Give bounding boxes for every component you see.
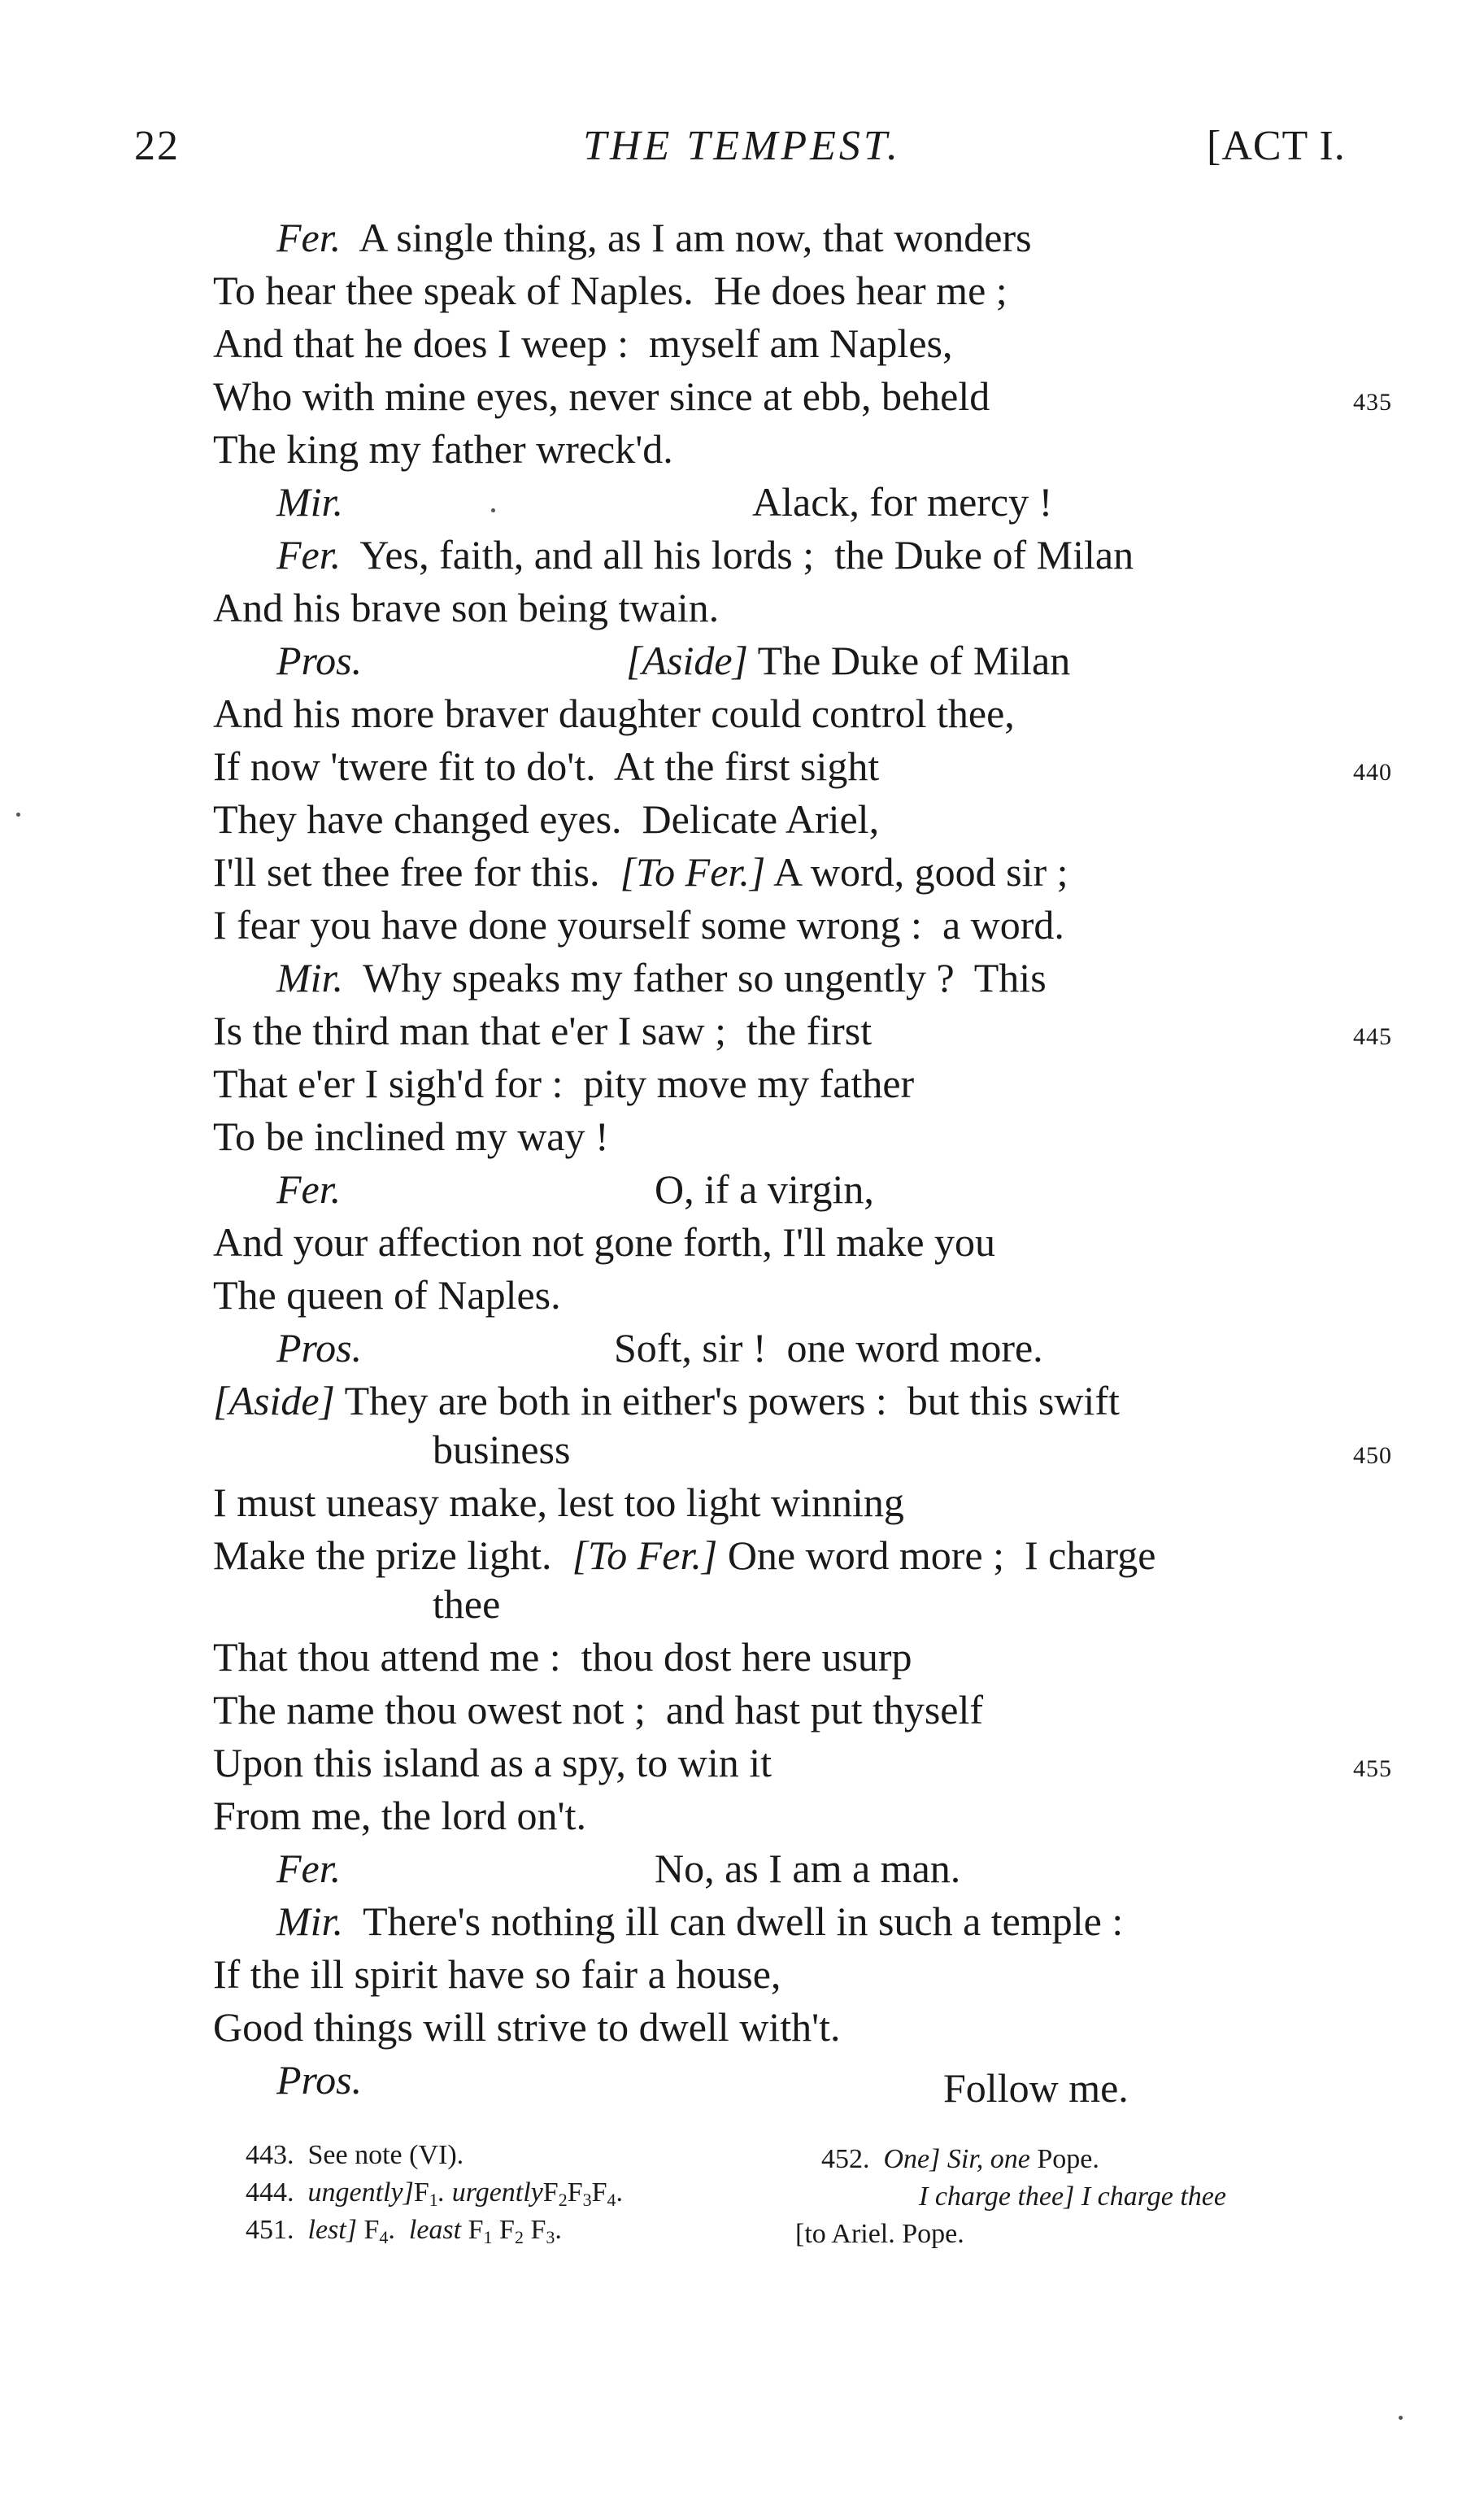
verse-line: To be inclined my way ! (213, 1114, 609, 1159)
verse-line: Good things will strive to dwell with't. (213, 2004, 841, 2050)
verse-turnover: business (433, 1427, 571, 1472)
stage-direction: [To Fer.] (572, 1532, 718, 1578)
footnote-variant: least (408, 2215, 462, 2245)
footnote-text: F (542, 2177, 559, 2208)
line-number: 435 (1353, 389, 1392, 416)
footnote-sub: 2 (514, 2227, 524, 2247)
footnote-text: F (523, 2215, 546, 2245)
footnote-text: Pope. (1029, 2144, 1099, 2174)
footnote-sub: 3 (546, 2227, 555, 2247)
footnote-lemma: ungently] (307, 2177, 414, 2208)
footnote-452-second (919, 2179, 1226, 2215)
footnote-452 (821, 2142, 1099, 2177)
footnote-variant: . urgently (437, 2177, 543, 2208)
verse-text: There's nothing ill can dwell in such a temple : (363, 1898, 1124, 1944)
verse-text: One word more ; I charge (717, 1532, 1156, 1578)
footnote-sub: 1 (429, 2190, 438, 2210)
verse-line: If the ill spirit have so fair a house, (213, 1951, 781, 1997)
verse-line (213, 848, 1068, 896)
footnote-number: 443. (246, 2140, 294, 2170)
verse-line: Is the third man that e'er I saw ; the first (213, 1008, 873, 1053)
speaker-name: Pros. (276, 2057, 363, 2103)
speaker-name: Fer. (276, 1166, 342, 1212)
verse-line: They have changed eyes. Delicate Ariel, (213, 796, 880, 842)
verse-line: The queen of Naples. (213, 1272, 561, 1318)
footnote-variant: I charge thee (1074, 2181, 1226, 2212)
footnote-sub: 4 (607, 2190, 616, 2210)
verse-line: That thou attend me : thou dost here usurp (213, 1634, 912, 1680)
verse-text: They are both in either's powers : but this swift (335, 1378, 1120, 1423)
verse-text: Yes, faith, and all his lords ; the Duke of Milan (359, 532, 1134, 577)
running-title: THE TEMPEST. (583, 123, 901, 169)
verse-line: I fear you have done yourself some wrong : a word. (213, 902, 1064, 948)
footnote-sub: 2 (558, 2190, 568, 2210)
speaker-name: Mir. (276, 955, 343, 1000)
scan-speck (491, 508, 495, 512)
verse-line: From me, the lord on't. (213, 1793, 586, 1838)
speaker-name: Fer. (276, 215, 342, 260)
stage-direction: [Aside] (626, 638, 748, 683)
verse-line (276, 1897, 1123, 1946)
speaker-name: Mir. (276, 479, 343, 525)
footnote-lemma: lest] (307, 2215, 357, 2245)
footnote-lemma: I charge thee] (919, 2181, 1075, 2212)
verse-line: Follow me. (943, 2065, 1129, 2111)
verse-line: Upon this island as a spy, to win it (213, 1740, 772, 1785)
verse-line: The name thou owest not ; and hast put thyself (213, 1687, 984, 1732)
line-number: 450 (1353, 1442, 1392, 1469)
footnote-number: 451. (246, 2215, 294, 2245)
footnote-text: . (616, 2177, 624, 2208)
footnote-sub: 3 (582, 2190, 592, 2210)
verse-line (276, 1165, 341, 1214)
stage-direction: [To Fer.] (620, 849, 766, 895)
line-number: 455 (1353, 1755, 1392, 1782)
speaker-name: Pros. (276, 638, 363, 683)
footnote-lemma: One] (883, 2144, 941, 2174)
verse-line (276, 953, 1047, 1002)
footnote-number: 452. (821, 2144, 870, 2174)
verse-line: No, as I am a man. (655, 1846, 961, 1891)
line-number: 445 (1353, 1023, 1392, 1050)
verse-turnover: thee (433, 1581, 501, 1627)
verse-line: And his brave son being twain. (213, 585, 720, 630)
verse-text: I'll set thee free for this. (213, 849, 620, 895)
verse-line: To hear thee speak of Naples. He does hear me ; (213, 268, 1007, 313)
verse-line (213, 1531, 1156, 1580)
verse-line: And his more braver daughter could control thee, (213, 691, 1015, 736)
verse-line: The king my father wreck'd. (213, 426, 673, 472)
speaker-name: Pros. (276, 1325, 363, 1371)
verse-line (213, 1376, 1120, 1425)
verse-line: That e'er I sigh'd for : pity move my father (213, 1061, 915, 1106)
footnote-text: F (413, 2177, 429, 2208)
footnote-444 (246, 2175, 623, 2211)
footnote-text: F (492, 2215, 515, 2245)
verse-line (276, 530, 1134, 579)
footnote-text: F (356, 2215, 380, 2245)
footnote-text: . (555, 2215, 562, 2245)
verse-line: Alack, for mercy ! (752, 479, 1053, 525)
verse-line: If now 'twere fit to do't. At the first sight (213, 743, 880, 789)
verse-text: A single thing, as I am now, that wonders (359, 215, 1032, 260)
verse-text: The Duke of Milan (757, 638, 1071, 683)
verse-line: And that he does I weep : myself am Naples, (213, 320, 953, 366)
verse-line (276, 1323, 362, 1372)
verse-line: Who with mine eyes, never since at ebb, beheld (213, 373, 990, 419)
verse-line: Soft, sir ! one word more. (614, 1325, 1043, 1371)
scan-speck (16, 813, 20, 817)
footnote-number: 444. (246, 2177, 294, 2208)
verse-line: And your affection not gone forth, I'll make you (213, 1219, 996, 1265)
line-number: 440 (1353, 759, 1392, 786)
verse-text: Make the prize light. (213, 1532, 572, 1578)
footnote-451 (246, 2212, 562, 2248)
footnote-text: F (591, 2177, 607, 2208)
footnote-text: . (388, 2215, 409, 2245)
footnote-sub: 4 (379, 2227, 389, 2247)
scan-speck (1399, 2416, 1403, 2420)
footnote-text: F (461, 2215, 484, 2245)
verse-line (276, 213, 1032, 262)
stage-direction: [Aside] (213, 1378, 335, 1423)
page-number: 22 (134, 123, 180, 169)
footnote-text: See note (VI). (307, 2140, 464, 2170)
speaker-name: Fer. (276, 1846, 342, 1891)
verse-line (626, 636, 1070, 685)
verse-line: I must uneasy make, lest too light winning (213, 1480, 904, 1525)
footnote-text: F (567, 2177, 583, 2208)
footnote-sub: 1 (483, 2227, 493, 2247)
verse-line (276, 636, 362, 685)
speaker-name: Fer. (276, 532, 342, 577)
verse-line: O, if a virgin, (655, 1166, 874, 1212)
act-marker: [ACT I. (1207, 123, 1346, 169)
footnote-variant: Sir, one (940, 2144, 1030, 2174)
footnote-443 (246, 2138, 463, 2173)
verse-line (276, 2055, 362, 2104)
verse-line (276, 477, 343, 526)
verse-line (276, 1844, 341, 1893)
verse-text: A word, good sir ; (765, 849, 1068, 895)
speaker-name: Mir. (276, 1898, 343, 1944)
verse-text: Why speaks my father so ungently ? This (363, 955, 1047, 1000)
footnote-452-third: [to Ariel. Pope. (795, 2219, 964, 2249)
